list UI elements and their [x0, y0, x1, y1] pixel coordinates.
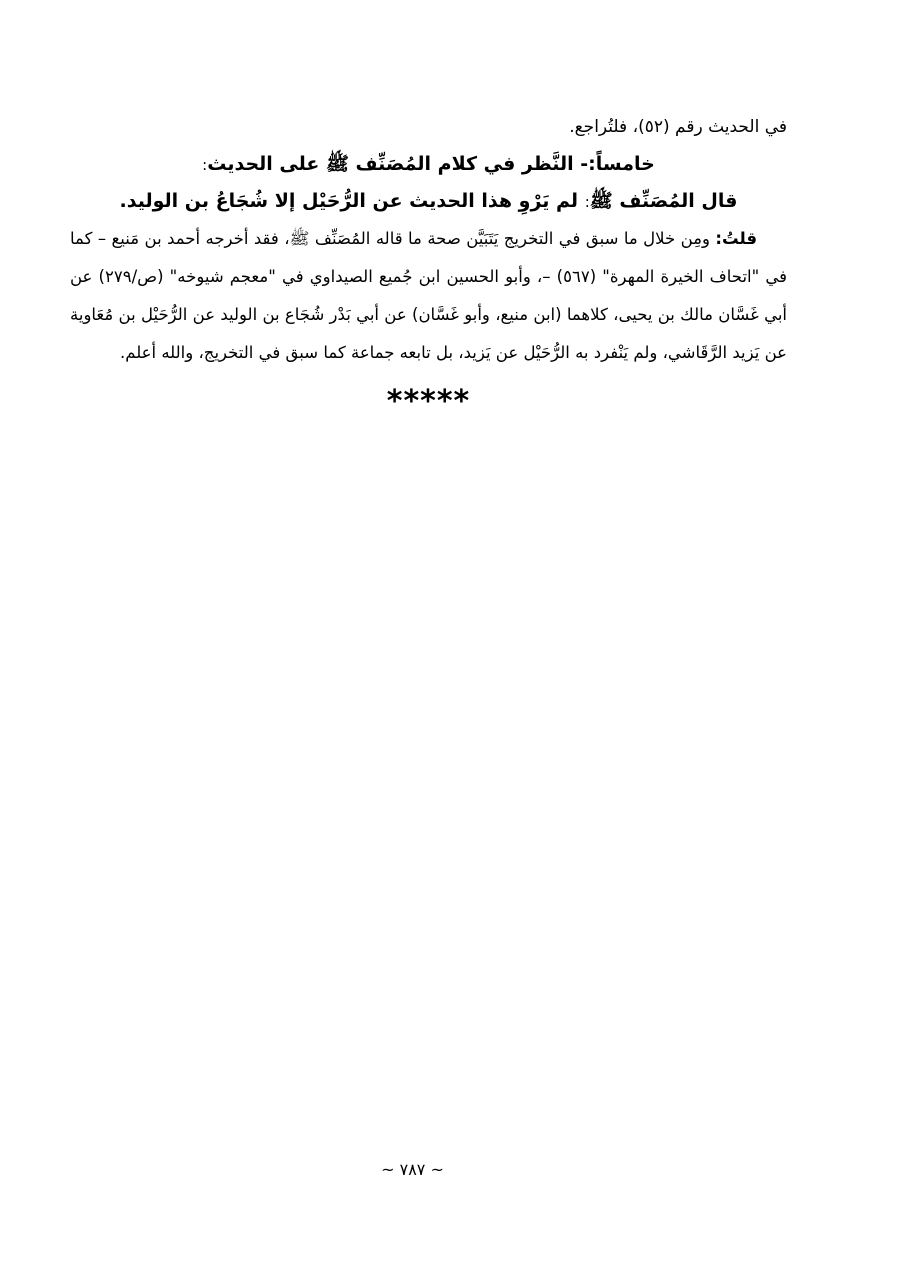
author-statement-text: لم يَرْوِ هذا الحديث عن الرُّحَيْل إلا شُجَاعُ بن الوليد. — [119, 190, 579, 212]
commentary-lead: قلتُ: — [715, 229, 757, 248]
page-body — [70, 108, 787, 424]
section-heading — [70, 146, 787, 183]
author-statement-colon: : — [584, 193, 590, 211]
page-number: ~ ٧٨٧ ~ — [381, 1160, 444, 1179]
commentary-text: ومِن خلال ما سبق في التخريج يَتَبَيَّن صحة ما قاله المُصَنِّف ﷺ، فقد أخرجه أحمد بن مَنيع – كما في "اتحاف الخيرة المهرة" (٥٦٧) –، وأبو الحسين ابن جُميع الصيداوي في "معجم شيوخه" (ص/٢٧٩) عن أبي غَسَّان مالك بن يحيى، كلاهما (ابن منيع، وأبو غَسَّان) عن أبي بَدْر شُجَاع بن الوليد عن الرُّحَيْل بن مُعَاوية عن يَزيد الرَّقَاشي، ولم يَنْفرد به الرُّحَيْل عن يَزيد، بل تابعه جماعة كما سبق في التخريج، والله أعلم. — [70, 229, 788, 362]
section-heading-colon: : — [202, 156, 208, 174]
section-heading-text: خامساً:- النَّظر في كلام المُصَنِّف ﷺ على الحديث — [207, 153, 655, 175]
author-statement-intro: قال المُصَنِّف ﷺ — [589, 190, 738, 212]
author-statement — [70, 183, 787, 220]
intro-line: في الحديث رقم (٥٢)، فلتُراجع. — [569, 117, 787, 137]
commentary-paragraph — [70, 220, 787, 372]
section-separator: ***** — [386, 384, 471, 419]
